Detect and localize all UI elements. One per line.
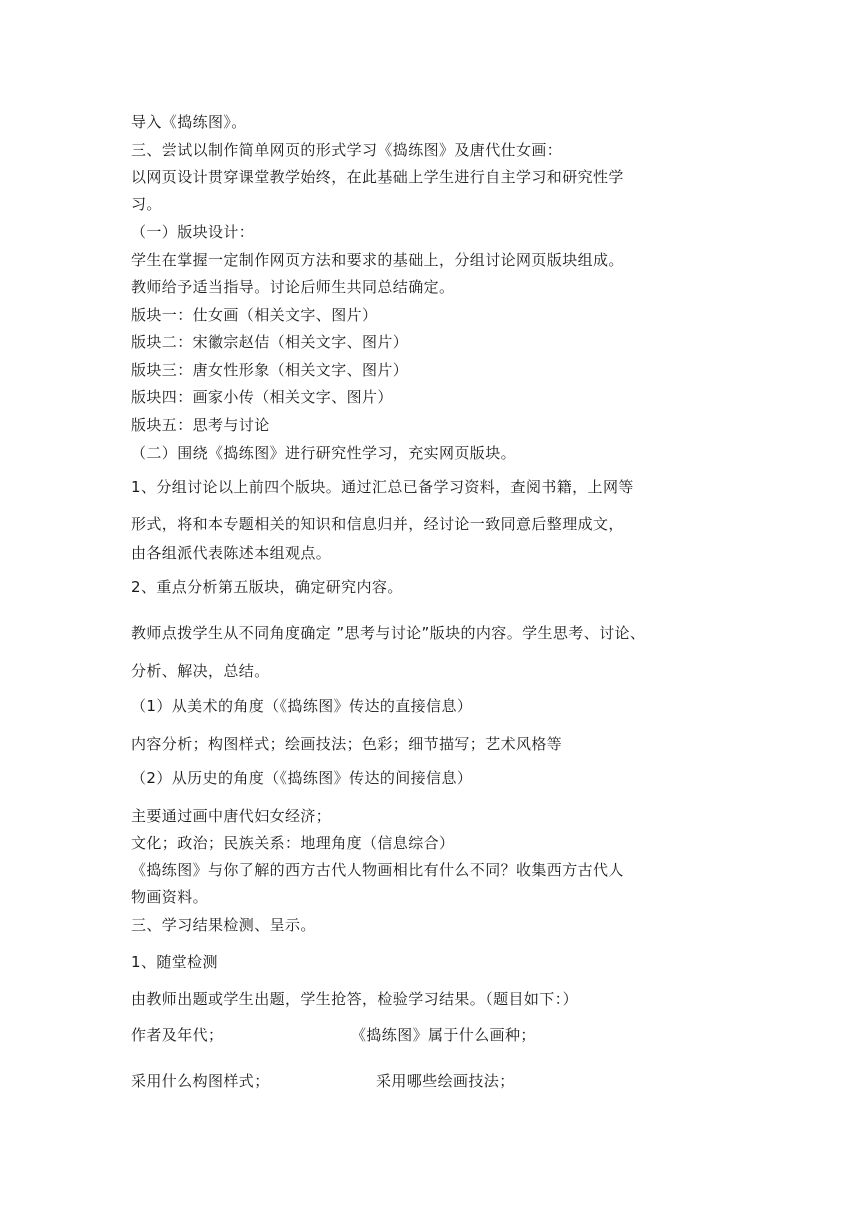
question-right: 《捣练图》属于什么画种； <box>351 1026 536 1044</box>
paragraph-line: 主要通过画中唐代妇女经济； <box>131 807 332 825</box>
paragraph-line: 学生在掌握一定制作网页方法和要求的基础上，分组讨论网页版块组成。 <box>131 251 624 269</box>
list-item: （2）从历史的角度（《捣练图》传达的间接信息） <box>131 769 473 787</box>
paragraph-line: 文化；政治；民族关系：地理角度（信息综合） <box>131 834 455 852</box>
subsection-heading: （二）围绕《捣练图》进行研究性学习，充实网页版块。 <box>131 444 517 462</box>
list-item: 版块五：思考与讨论 <box>131 416 270 434</box>
paragraph-line: 1、分组讨论以上前四个版块。通过汇总已备学习资料，查阅书籍，上网等 <box>131 478 634 496</box>
paragraph-line: 物画资料。 <box>131 888 209 906</box>
paragraph-line: 以网页设计贯穿课堂教学始终，在此基础上学生进行自主学习和研究性学 <box>131 168 624 186</box>
paragraph-line: 分析、解决，总结。 <box>131 662 270 680</box>
paragraph-line: 内容分析；构图样式；绘画技法；色彩；细节描写；艺术风格等 <box>131 735 563 753</box>
paragraph-line: 《捣练图》与你了解的西方古代人物画相比有什么不同？收集西方古代人 <box>131 861 624 879</box>
paragraph-line: 形式，将和本专题相关的知识和信息归并，经讨论一致同意后整理成文， <box>131 515 624 533</box>
paragraph-line: 1、随堂检测 <box>131 953 218 971</box>
question-row <box>131 1071 515 1091</box>
list-item: （1）从美术的角度（《捣练图》传达的直接信息） <box>131 697 473 715</box>
list-item: 版块二：宋徽宗赵佶（相关文字、图片） <box>131 333 409 351</box>
section-heading: 三、尝试以制作简单网页的形式学习《捣练图》及唐代仕女画： <box>131 141 563 159</box>
paragraph-line: 由各组派代表陈述本组观点。 <box>131 544 332 562</box>
list-item: 版块四：画家小传（相关文字、图片） <box>131 388 393 406</box>
subsection-heading: （一）版块设计： <box>131 223 255 241</box>
paragraph-line: 导入《捣练图》。 <box>131 113 247 131</box>
section-heading: 三、学习结果检测、呈示。 <box>131 916 316 934</box>
question-row <box>131 1025 536 1045</box>
paragraph-line: 习。 <box>131 195 162 213</box>
list-item: 版块一：仕女画（相关文字、图片） <box>131 306 378 324</box>
paragraph-line: 教师点拨学生从不同角度确定 ”思考与讨论”版块的内容。学生思考、讨论、 <box>131 624 646 642</box>
list-item: 版块三：唐女性形象（相关文字、图片） <box>131 361 409 379</box>
question-left: 作者及年代； <box>131 1026 224 1044</box>
paragraph-line: 由教师出题或学生出题，学生抢答，检验学习结果。（题目如下：） <box>131 990 579 1008</box>
question-left: 采用什么构图样式； <box>131 1072 270 1090</box>
paragraph-line: 教师给予适当指导。讨论后师生共同总结确定。 <box>131 278 455 296</box>
question-right: 采用哪些绘画技法； <box>376 1072 515 1090</box>
paragraph-line: 2、重点分析第五版块，确定研究内容。 <box>131 578 403 596</box>
